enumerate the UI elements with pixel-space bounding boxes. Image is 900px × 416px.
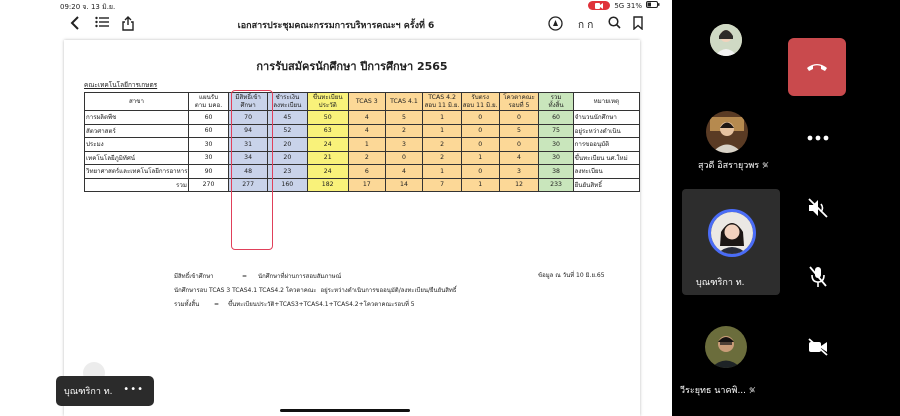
cell-registered: 182 [307, 178, 348, 192]
cell-registered: 21 [307, 151, 348, 165]
header-tcas41: TCAS 4.1 [385, 93, 423, 111]
document-toolbar [0, 12, 672, 38]
search-icon[interactable] [608, 16, 621, 34]
cell-quota: 12 [499, 178, 539, 192]
cell-tcas41: 14 [385, 178, 423, 192]
muted-mic-icon: ✎̸ [762, 161, 769, 170]
cell-direct: 0 [461, 138, 499, 152]
cell-registered: 50 [307, 111, 348, 125]
cell-paid: 20 [268, 138, 307, 152]
cell-note: ยืนยันสิทธิ์ [573, 178, 639, 192]
header-plan: แผนรับ ตาม มคอ. [188, 93, 228, 111]
more-dots-icon [807, 135, 829, 141]
cell-tcas41: 2 [385, 124, 423, 138]
camera-off-icon [807, 338, 829, 356]
cell-major: วิทยาศาสตร์และเทคโนโลยีการอาหาร [85, 165, 189, 179]
cell-total: 75 [539, 124, 573, 138]
cell-eligible: 48 [229, 165, 268, 179]
participant-name: บุณฑริกา ท. [696, 278, 745, 288]
table-header-row [85, 93, 640, 111]
presenter-name-chip[interactable] [56, 376, 154, 406]
cell-direct: 1 [461, 178, 499, 192]
legend-line: นักศึกษารอบ TCAS 3 TCAS4.1 TCAS4.2 โควตาคณะ อยู่ระหว่างดำเนินการขออนุมัติ/ลงทะเบียน/ยืนยันสิทธิ์ [174, 287, 457, 294]
cell-paid: 52 [268, 124, 307, 138]
cell-direct: 0 [461, 111, 499, 125]
legend-line: รวมทั้งสิ้น = ขึ้นทะเบียนประวัติ+TCAS3+TCAS4.1+TCAS4.2+โควตาคณะรอบที่ 5 [174, 301, 415, 308]
status-bar [0, 0, 672, 12]
cell-quota: 0 [499, 111, 539, 125]
header-note: หมายเหตุ [573, 93, 639, 111]
data-as-of: ข้อมูล ณ วันที่ 10 มิ.ย.65 [538, 272, 605, 279]
header-tcas42: TCAS 4.2 สอบ 11 มิ.ย. [424, 93, 460, 109]
cell-tcas3: 4 [348, 124, 385, 138]
signal-text: 5G 31% [614, 1, 642, 10]
status-right-group [588, 1, 660, 10]
mic-muted-icon [809, 266, 827, 288]
table-row [85, 165, 640, 179]
cell-tcas3: 6 [348, 165, 385, 179]
participants-panel [672, 0, 900, 416]
legend-notes [174, 270, 457, 312]
cell-paid: 160 [268, 178, 307, 192]
cell-registered: 24 [307, 165, 348, 179]
cell-direct: 0 [461, 124, 499, 138]
cell-quota: 3 [499, 165, 539, 179]
cell-plan: 30 [188, 151, 228, 165]
cell-direct: 1 [461, 151, 499, 165]
cell-tcas42: 1 [423, 124, 462, 138]
cell-plan: 90 [188, 165, 228, 179]
cell-plan: 270 [188, 178, 228, 192]
speaker-toggle-button[interactable] [804, 194, 832, 222]
cell-paid: 20 [268, 151, 307, 165]
cell-eligible: 31 [229, 138, 268, 152]
bookmark-icon[interactable] [633, 16, 643, 35]
document-page [64, 40, 640, 416]
cell-major: รวม [85, 178, 189, 192]
header-eligible: มีสิทธิ์เข้า ศึกษา [229, 93, 268, 111]
header-total: รวม ทั้งสิ้น [539, 93, 573, 111]
cell-eligible: 70 [229, 111, 268, 125]
cell-tcas41: 0 [385, 151, 423, 165]
participant-avatar [708, 209, 756, 257]
cell-major: เทคโนโลยีภูมิทัศน์ [85, 151, 189, 165]
header-paid: ชำระเงิน ลงทะเบียน [268, 93, 307, 111]
cell-registered: 63 [307, 124, 348, 138]
table-body [85, 111, 640, 192]
cell-tcas3: 17 [348, 178, 385, 192]
recording-indicator [588, 1, 610, 10]
cell-eligible: 277 [229, 178, 268, 192]
cell-tcas42: 1 [423, 111, 462, 125]
admissions-table [84, 92, 640, 192]
cell-plan: 30 [188, 138, 228, 152]
cell-eligible: 94 [229, 124, 268, 138]
participant-name: วีระยุทธ นาคพิ... ✎̸ [680, 386, 756, 396]
table-total-row [85, 178, 640, 192]
cell-tcas42: 1 [423, 165, 462, 179]
active-speaker-tile[interactable] [682, 189, 780, 295]
header-quota: โควตาคณะ รอบที่ 5 [499, 93, 539, 111]
hang-up-icon [806, 62, 828, 72]
cell-quota: 0 [499, 138, 539, 152]
header-registered: ขึ้นทะเบียน ประวัติ [307, 93, 348, 111]
cell-tcas3: 2 [348, 151, 385, 165]
cell-total: 233 [539, 178, 573, 192]
cell-quota: 4 [499, 151, 539, 165]
highlight-annotation [231, 90, 273, 250]
cell-paid: 23 [268, 165, 307, 179]
cell-note: อยู่ระหว่างดำเนิน [573, 124, 639, 138]
cell-tcas41: 5 [385, 111, 423, 125]
document-title: เอกสารประชุมคณะกรรมการบริหารคณะฯ ครั้งที่ 6 [237, 21, 435, 31]
participant-avatar[interactable] [706, 111, 748, 153]
cell-total: 38 [539, 165, 573, 179]
cell-total: 30 [539, 151, 573, 165]
muted-mic-icon: ✎̸ [748, 386, 756, 395]
cell-tcas3: 4 [348, 111, 385, 125]
table-row [85, 111, 640, 125]
cell-direct: 0 [461, 165, 499, 179]
microphone-toggle-button[interactable] [804, 263, 832, 291]
header-tcas3: TCAS 3 [348, 93, 385, 111]
cell-major: ประมง [85, 138, 189, 152]
cell-total: 60 [539, 111, 573, 125]
participant-avatar[interactable] [710, 24, 742, 56]
cell-tcas3: 1 [348, 138, 385, 152]
cell-total: 30 [539, 138, 573, 152]
cell-plan: 60 [188, 111, 228, 125]
cell-registered: 24 [307, 138, 348, 152]
cell-plan: 60 [188, 124, 228, 138]
presenter-name: บุณฑริกา ท. [64, 387, 113, 397]
camera-toggle-button[interactable] [804, 333, 832, 361]
table-row [85, 124, 640, 138]
text-size-button[interactable]: ก ก [578, 20, 594, 31]
cell-major: การผลิตพืช [85, 111, 189, 125]
cell-tcas42: 2 [423, 151, 462, 165]
end-call-button[interactable] [788, 38, 846, 96]
cell-quota: 5 [499, 124, 539, 138]
table-row [85, 138, 640, 152]
cell-note: การขออนุมัติ [573, 138, 639, 152]
more-button[interactable] [804, 124, 832, 152]
header-major: สาขา [85, 93, 189, 111]
more-options-icon[interactable]: ••• [123, 384, 144, 395]
legend-line: มีสิทธิ์เข้าศึกษา = นักศึกษาที่ผ่านการสอบสัมภาษณ์ [174, 273, 342, 280]
cell-tcas42: 2 [423, 138, 462, 152]
cell-eligible: 34 [229, 151, 268, 165]
table-row [85, 151, 640, 165]
cell-note: จำนวนนักศึกษา [573, 111, 639, 125]
home-indicator [280, 409, 410, 412]
battery-icon [646, 1, 660, 10]
participant-name: สุวดี อิสรายุวพร ✎̸ [698, 161, 769, 171]
participant-avatar[interactable] [705, 326, 747, 368]
cell-note: ลงทะเบียน [573, 165, 639, 179]
cell-tcas41: 4 [385, 165, 423, 179]
markup-icon[interactable] [548, 16, 563, 36]
cell-major: สัตวศาสตร์ [85, 124, 189, 138]
status-time-date: 09:20 จ. 13 มิ.ย. [60, 3, 116, 11]
faculty-label: คณะเทคโนโลยีการเกษตร [84, 81, 158, 89]
cell-tcas41: 3 [385, 138, 423, 152]
cell-tcas42: 7 [423, 178, 462, 192]
cell-paid: 45 [268, 111, 307, 125]
cell-note: ขึ้นทะเบียน นศ.ใหม่ [573, 151, 639, 165]
speaker-muted-icon [807, 198, 829, 218]
header-direct: รับตรง สอบ 11 มิ.ย. [462, 93, 498, 109]
page-title: การรับสมัครนักศึกษา ปีการศึกษา 2565 [256, 60, 448, 73]
